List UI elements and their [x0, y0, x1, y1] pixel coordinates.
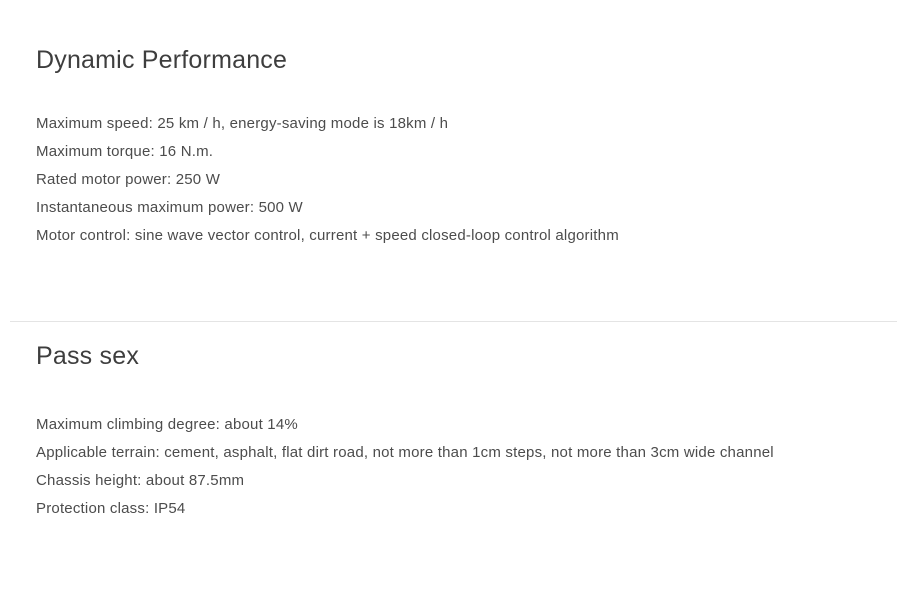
- spec-line-chassis-height: Chassis height: about 87.5mm: [36, 472, 245, 489]
- spec-line-instantaneous-maximum-power: Instantaneous maximum power: 500 W: [36, 199, 303, 216]
- spec-list-pass-sex: [36, 411, 774, 523]
- spec-list-dynamic-performance: [36, 110, 619, 250]
- spec-line-maximum-speed: Maximum speed: 25 km / h, energy-saving mode is 18km / h: [36, 115, 449, 132]
- spec-line-rated-motor-power: Rated motor power: 250 W: [36, 171, 221, 188]
- spec-line-applicable-terrain: Applicable terrain: cement, asphalt, flat dirt road, not more than 1cm steps, not more than 3cm wide channel: [36, 444, 774, 461]
- section-title-dynamic-performance: Dynamic Performance: [36, 46, 288, 74]
- section-divider: [10, 321, 897, 322]
- spec-line-maximum-torque: Maximum torque: 16 N.m.: [36, 143, 214, 160]
- spec-line-maximum-climbing-degree: Maximum climbing degree: about 14%: [36, 416, 298, 433]
- section-title-pass-sex: Pass sex: [36, 342, 140, 370]
- spec-line-protection-class: Protection class: IP54: [36, 500, 186, 517]
- spec-line-motor-control: Motor control: sine wave vector control, current + speed closed-loop control algorithm: [36, 227, 619, 244]
